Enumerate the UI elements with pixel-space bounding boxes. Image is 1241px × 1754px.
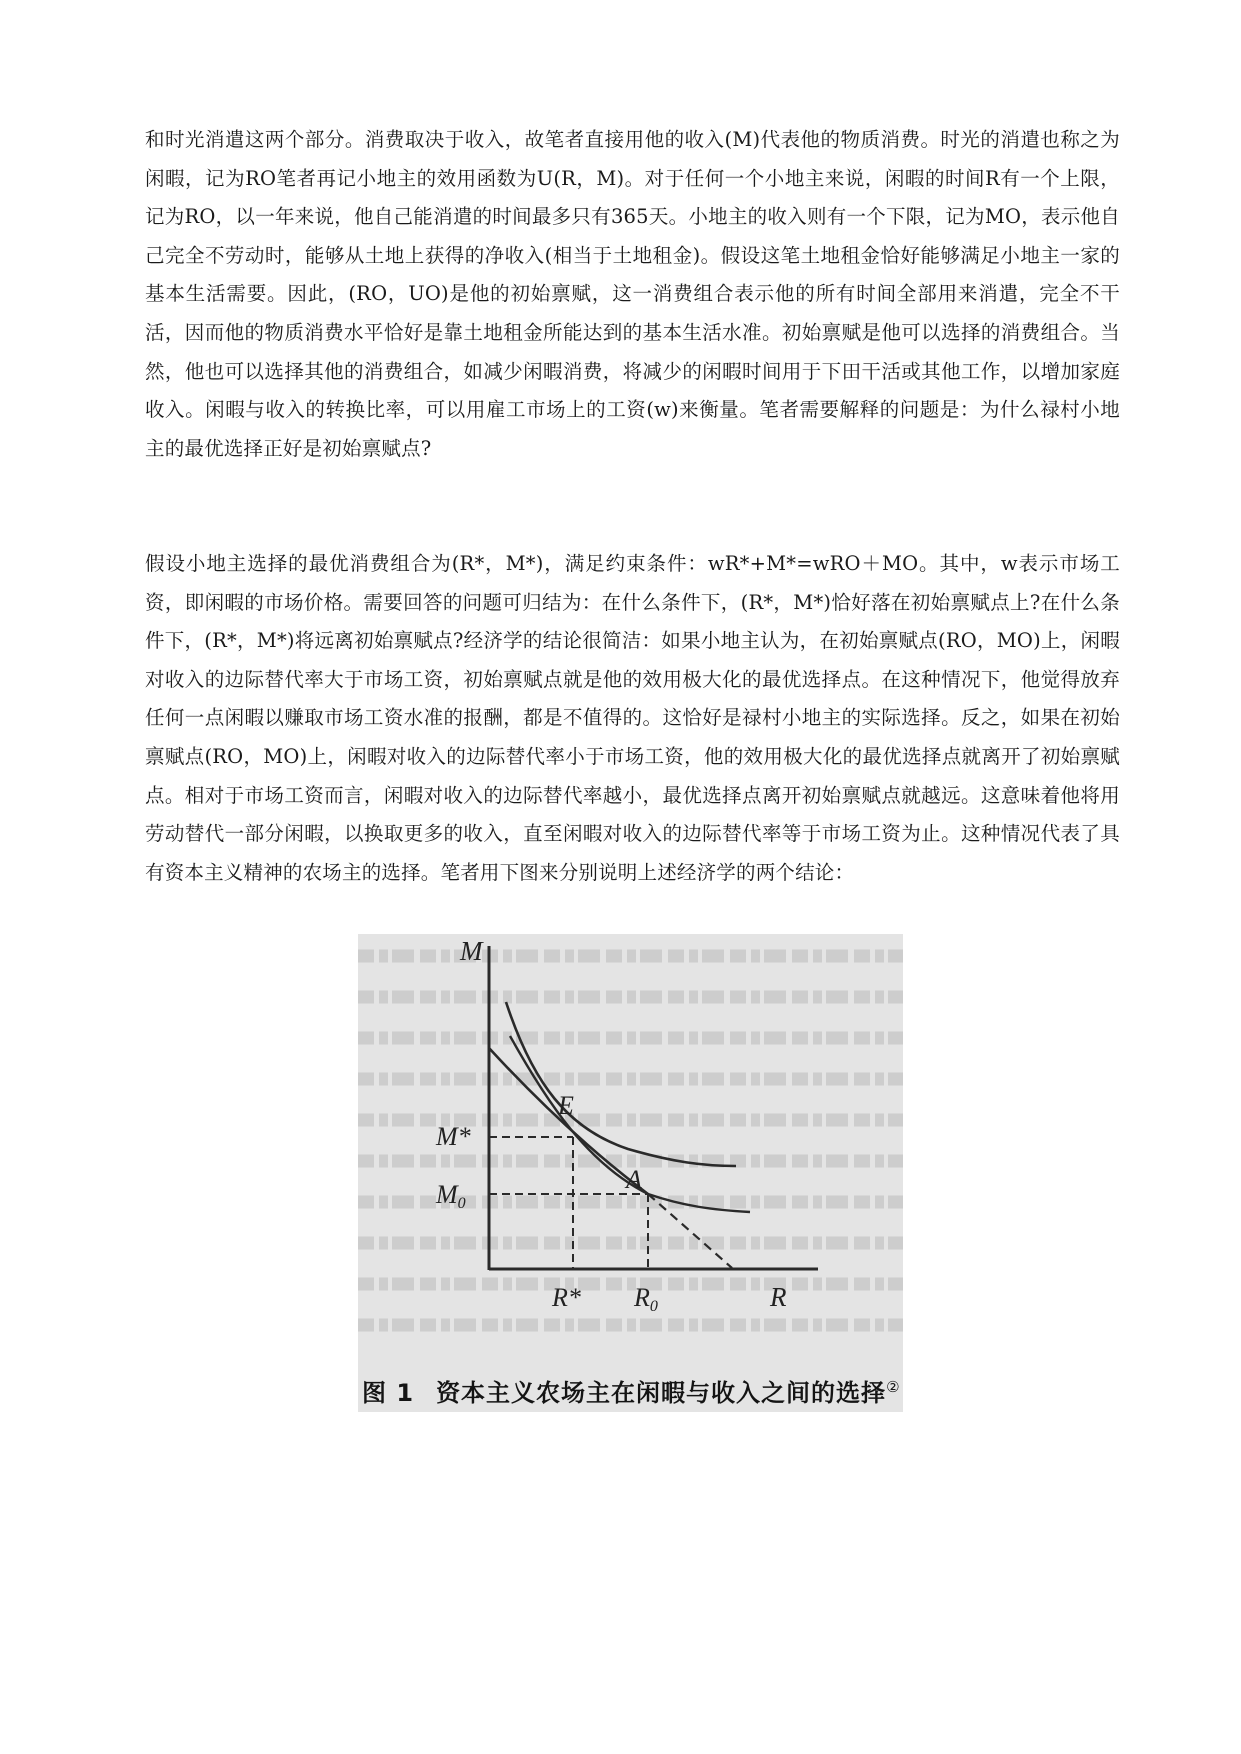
r-star-label: R* xyxy=(552,1283,581,1312)
paragraph-2: 假设小地主选择的最优消费组合为(R*，M*)，满足约束条件：wR*+M*=wRO＋MO。其中，w表示市场工资，即闲暇的市场价格。需要回答的问题可归结为：在什么条件下，(R*，M*)恰好落在初始禀赋点上?在什么条件下，(R*，M*)将远离初始禀赋点?经济学的结论很简洁：如果小地主认为，在初始禀赋点(RO，MO)上，闲暇对收入的边际替代率大于市场工资，初始禀赋点就是他的效用极大化的最优选择点。在这种情况下，他觉得放弃任何一点闲暇以赚取市场工资水准的报酬，都是不值得的。这恰好是禄村小地主的实际选择。反之，如果在初始禀赋点(RO，MO)上，闲暇对收入的边际替代率小于市场工资，他的效用极大化的最优选择点就离开了初始禀赋点。相对于市场工资而言，闲暇对收入的边际替代率越小，最优选择点离开初始禀赋点就越远。这意味着他将用劳动替代一部分闲暇，以换取更多的收入，直至闲暇对收入的边际替代率等于市场工资为止。这种情况代表了具有资本主义精神的农场主的选择。笔者用下图来分别说明上述经济学的两个结论： xyxy=(145,552,1120,884)
figure-1 xyxy=(358,934,903,1412)
r-zero-label: R0 xyxy=(634,1283,658,1315)
point-a-label: A xyxy=(626,1165,642,1194)
m-star-label: M* xyxy=(436,1122,471,1151)
x-axis-label: R xyxy=(770,1282,787,1312)
y-axis-label: M xyxy=(460,936,483,966)
footnote-marker: ② xyxy=(886,1378,901,1396)
figure-caption xyxy=(358,1366,903,1408)
point-e-label: E xyxy=(558,1091,574,1120)
paragraph-1: 和时光消遣这两个部分。消费取决于收入，故笔者直接用他的收入(M)代表他的物质消费。时光的消遣也称之为闲暇，记为RO笔者再记小地主的效用函数为U(R，M)。对于任何一个小地主来说，闲暇的时间R有一个上限，记为RO，以一年来说，他自己能消遣的时间最多只有365天。小地主的收入则有一个下限，记为MO，表示他自己完全不劳动时，能够从土地上获得的净收入(相当于土地租金)。假设这笔土地租金恰好能够满足小地主一家的基本生活需要。因此，(RO，UO)是他的初始禀赋，这一消费组合表示他的所有时间全部用来消遣，完全不干活，因而他的物质消费水平恰好是靠土地租金所能达到的基本生活水准。初始禀赋是他可以选择的消费组合。当然，他也可以选择其他的消费组合，如减少闲暇消费，将减少的闲暇时间用于下田干活或其他工作，以增加家庭收入。闲暇与收入的转换比率，可以用雇工市场上的工资(w)来衡量。笔者需要解释的问题是：为什么禄村小地主的最优选择正好是初始禀赋点? xyxy=(145,128,1120,460)
figure-caption-text: 资本主义农场主在闲暇与收入之间的选择 xyxy=(436,1379,887,1407)
m-zero-label: M0 xyxy=(436,1180,466,1212)
figure-number: 图 1 xyxy=(362,1379,415,1407)
indifference-curve-diagram xyxy=(358,934,903,1412)
